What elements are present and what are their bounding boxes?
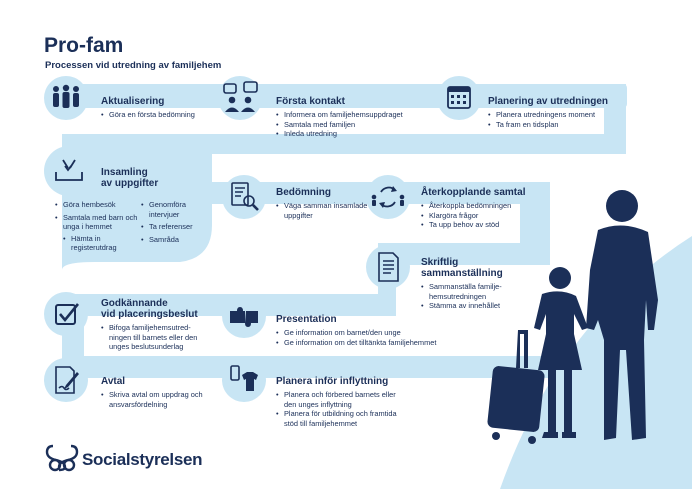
list-item: • Planera utredningens moment <box>488 110 618 120</box>
list-item: • Ta upp behov av stöd <box>421 220 531 230</box>
list-item: • Ta fram en tidsplan <box>488 120 618 130</box>
list-item: • Inleda utredning <box>276 129 426 139</box>
step-avtal <box>101 376 211 409</box>
list-item: • Samtala med familjen <box>276 120 426 130</box>
step-heading: Planering av utredningen <box>488 96 609 107</box>
contract-pen-icon <box>44 358 88 402</box>
step-inflyttning <box>276 376 404 428</box>
phone-shirt-icon <box>222 358 266 402</box>
step-heading: Skriftlig sammanställning <box>421 257 503 279</box>
socialstyrelsen-logo-icon <box>44 440 80 472</box>
document-icon <box>366 245 410 289</box>
step-godkannande <box>101 298 211 352</box>
step-heading: Presentation <box>276 314 337 325</box>
document-magnifier-icon <box>222 175 266 219</box>
step-insamling-col1 <box>55 200 140 253</box>
logo-text: Socialstyrelsen <box>82 450 203 469</box>
step-planering <box>488 96 618 129</box>
group-icon <box>44 76 88 120</box>
step-heading: Insamling <box>101 167 148 178</box>
list-item: • Göra en första bedömning <box>101 110 221 120</box>
list-item: • Skriva avtal om uppdrag och ansvarsfördelning <box>101 390 211 409</box>
list-item: • Ta referenser <box>141 222 211 232</box>
list-item: • Stämma av innehållet <box>421 301 513 311</box>
step-bedomning <box>276 187 371 220</box>
list-item: • Väga samman insamlade uppgifter <box>276 201 371 220</box>
list-item: • Samtala med barn och unga i hemmet <box>55 213 140 232</box>
list-item: • Klargöra frågor <box>421 211 531 221</box>
adult-child-suitcase-illustration <box>470 180 685 450</box>
list-item: • Genomföra intervjuer <box>141 200 211 219</box>
checkbox-icon <box>44 292 88 336</box>
list-item: • Ge information om barnet/den unge <box>276 328 466 338</box>
list-item: • Planera och förbered barnets eller den unges inflyttning <box>276 390 404 409</box>
list-item: • Göra hembesök <box>55 200 140 210</box>
step-heading: Aktualisering <box>101 96 165 107</box>
list-item: • Sammanställa familje-hemsutredningen <box>421 282 513 301</box>
conversation-icon <box>218 76 262 120</box>
calendar-icon <box>437 76 481 120</box>
refresh-people-icon <box>366 175 410 219</box>
list-item: • Bifoga familjehemsutred-ningen till barnets eller den unges beslutsunderlag <box>101 323 211 352</box>
step-heading: Avtal <box>101 376 126 387</box>
list-item: • Hämta in registerutdrag <box>63 234 140 253</box>
list-item: • Samråda <box>141 235 211 245</box>
step-heading: Återkopplande samtal <box>421 187 526 198</box>
step-heading: Bedömning <box>276 187 331 198</box>
page-title: Pro-fam <box>44 34 124 57</box>
step-presentation <box>276 314 466 347</box>
puzzle-icon <box>222 294 266 338</box>
list-item: • Återkoppla bedömningen <box>421 201 531 211</box>
step-insamling-col2 <box>141 200 211 244</box>
step-heading: av uppgifter <box>101 178 159 189</box>
inbox-download-icon <box>44 146 94 196</box>
step-insamling-heading <box>101 167 201 192</box>
step-heading: vid placeringsbeslut <box>101 309 198 320</box>
step-heading: Första kontakt <box>276 96 345 107</box>
step-heading: Planera inför inflyttning <box>276 376 389 387</box>
step-forsta-kontakt <box>276 96 426 139</box>
page-subtitle: Processen vid utredning av familjehem <box>45 60 222 71</box>
list-item: • Informera om familjehemsuppdraget <box>276 110 426 120</box>
list-item: • Ge information om det tilltänkta familjehemmet <box>276 338 466 348</box>
step-heading: Godkännande <box>101 298 168 309</box>
list-item: • Planera för utbildning och framtida stöd till familjehemmet <box>276 409 404 428</box>
step-aktualisering <box>101 96 221 120</box>
